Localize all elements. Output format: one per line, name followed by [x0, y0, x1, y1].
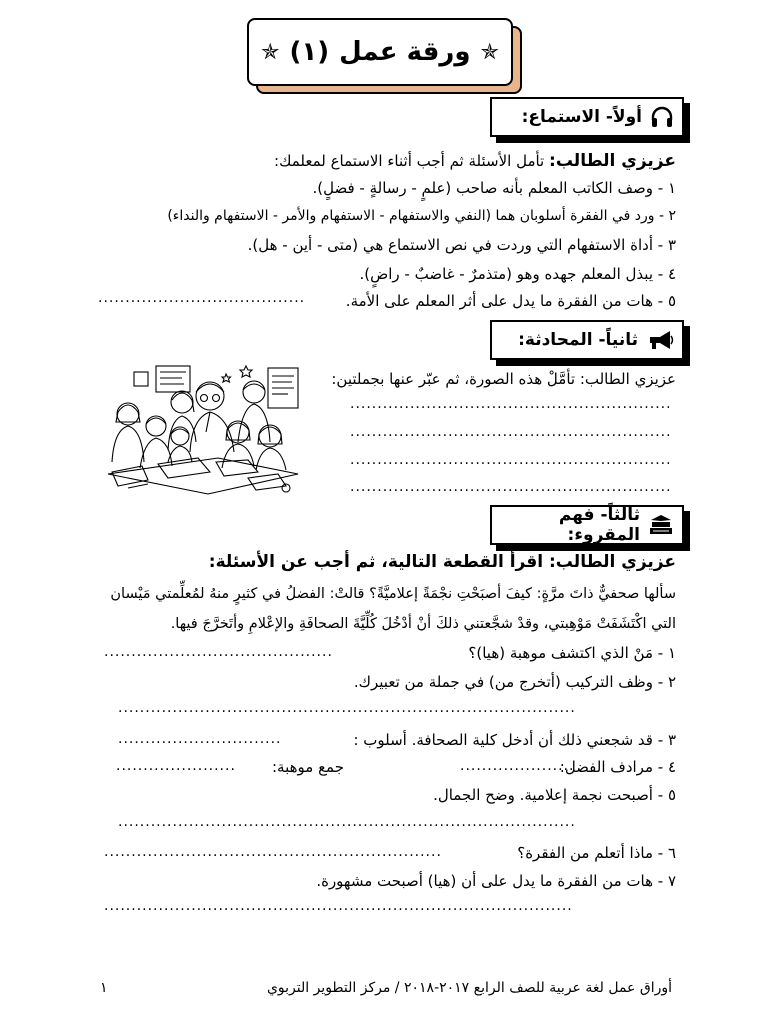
listening-question-4: ٤ - يبذل المعلم جهده وهو (متذمرٌ - غاضبٌ - راضٍ). — [359, 265, 676, 283]
reading-question-1: ١ - مَنْ الذي اكتشف موهبة (هيا)؟ — [468, 644, 676, 662]
megaphone-icon — [646, 329, 674, 351]
answer-line[interactable]: .............................................................. — [104, 844, 442, 860]
reading-question-6: ٦ - ماذا أتعلم من الفقرة؟ — [517, 844, 676, 862]
section2-title: ثانياً- المحادثة: — [518, 330, 638, 350]
answer-line[interactable]: ...................................... — [98, 290, 306, 306]
worksheet-title — [247, 18, 513, 86]
answer-line[interactable]: .......................................... — [104, 644, 333, 660]
section1-title: أولاً- الاستماع: — [521, 107, 642, 127]
section1-header — [490, 97, 684, 137]
passage-line: سألها صحفيٌّ ذاتَ مرَّةٍ: كيفَ أصبَحْتِ نجْمَةً إعلاميَّةً؟ قالتْ: الفضلُ في كثيرٍ منهُ لمُعلِّمتي مَيْسان — [110, 586, 676, 602]
answer-line[interactable]: ........................................................... — [350, 424, 672, 440]
star-icon: ✯ — [480, 39, 499, 65]
instruction-text: تأمل الأسئلة ثم أجب أثناء الاستماع لمعلمك: — [274, 152, 545, 170]
page-number: ١ — [100, 980, 108, 996]
listening-question-2: ٢ - ورد في الفقرة أسلوبان هما (النفي والاستفهام - الاستفهام والأمر - الاستفهام والنداء) — [167, 208, 676, 224]
passage-line: التي اكْتَشَفَتْ مَوْهِبتي، وقدْ شجَّعتني ذلكَ أنْ أدْخُلَ كُلِّيَّةَ الصحافَةِ والإعْلامِ وأتَخرَّجَ فيها. — [170, 616, 676, 632]
answer-line[interactable]: ...................................................................................... — [104, 898, 573, 914]
footer-text: أوراق عمل لغة عربية للصف الرابع ٢٠١٧-٢٠١٨ / مركز التطوير التربوي — [266, 980, 672, 996]
section2-instruction: عزيزي الطالب: تأمَّلْ هذه الصورة، ثم عبّر عنها بجملتين: — [331, 370, 676, 388]
reading-question-4-synonym: ٤ - مرادف الفضل: — [559, 758, 676, 776]
reading-question-7: ٧ - هات من الفقرة ما يدل على أن (هيا) أصبحت مشهورة. — [316, 872, 676, 890]
section3-instruction: عزيزي الطالب: اقرأ القطعة التالية، ثم أجب عن الأسئلة: — [208, 552, 676, 572]
answer-line[interactable]: ........................................................... — [350, 479, 672, 495]
reading-question-5: ٥ - أصبحت نجمة إعلامية. وضح الجمال. — [433, 786, 676, 804]
headphones-icon — [650, 106, 674, 128]
books-icon — [648, 514, 674, 536]
title-number: (١) — [289, 37, 330, 67]
section2-header — [490, 320, 684, 360]
teacher-with-students-illustration — [98, 362, 304, 500]
reading-question-3: ٣ - قد شجعني ذلك أن أدخل كلية الصحافة. أسلوب : — [353, 731, 676, 749]
listening-question-1: ١ - وصف الكاتب المعلم بأنه صاحب (علمٍ - رسالةٍ - فضلٍ). — [312, 179, 676, 197]
star-icon: ✯ — [261, 39, 280, 65]
listening-question-3: ٣ - أداة الاستفهام التي وردت في نص الاستماع هي (متى - أين - هل). — [247, 236, 676, 254]
section3-header — [490, 505, 684, 545]
answer-line[interactable]: .............................. — [118, 731, 282, 747]
listening-question-5: ٥ - هات من الفقرة ما يدل على أثر المعلم على الأمة. — [345, 292, 676, 310]
answer-line[interactable]: .................................................................................... — [118, 814, 576, 830]
answer-line[interactable]: ........................................................... — [350, 396, 672, 412]
answer-line[interactable]: .................................................................................... — [118, 700, 576, 716]
answer-line[interactable]: ..................... — [460, 758, 575, 774]
answer-line[interactable]: ........................................................... — [350, 452, 672, 468]
section3-title: ثالثاً- فهم المقروء: — [558, 505, 640, 545]
answer-line[interactable]: ...................... — [116, 758, 236, 774]
reading-question-2: ٢ - وظف التركيب (أتخرج من) في جملة من تعبيرك. — [353, 673, 676, 691]
instruction-label: عزيزي الطالب: — [549, 151, 676, 171]
section1-instruction — [274, 150, 676, 172]
reading-question-4-plural: جمع موهبة: — [271, 758, 344, 776]
title-text: ورقة عمل — [339, 37, 471, 67]
